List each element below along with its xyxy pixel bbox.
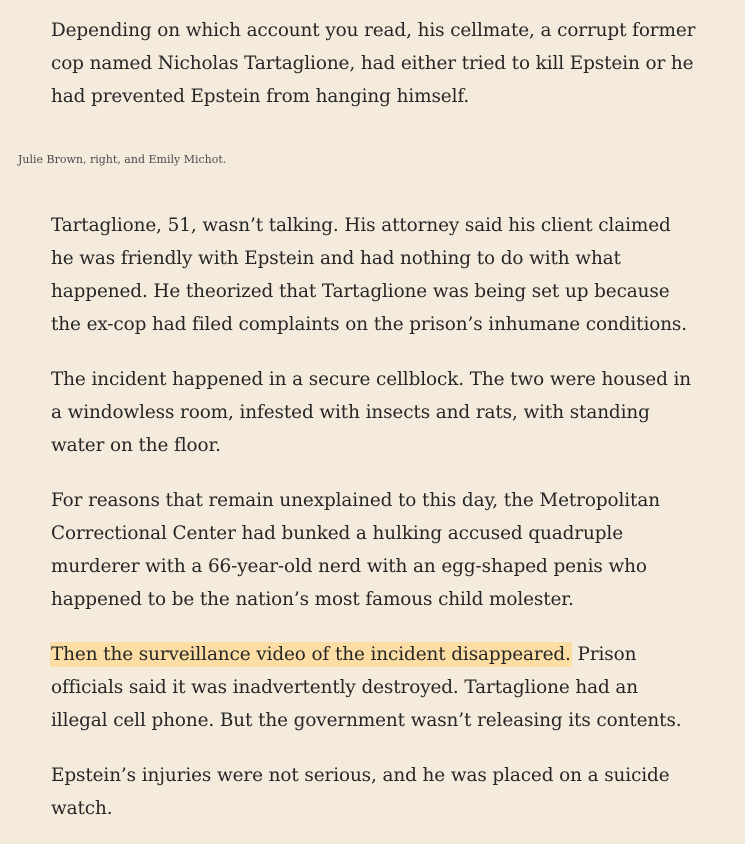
highlighted-sentence[interactable]: Then the surveillance video of the incident disappeared. [51,644,571,665]
paragraph-surveillance-rest: Prison officials said it was inadvertently destroyed. Tartaglione had an illegal cell phone. But the government wasn’t releasing its contents. [51,644,682,731]
paragraph-surveillance [51,638,696,737]
paragraph-tartaglione: Tartaglione, 51, wasn’t talking. His attorney said his client claimed he was friendly with Epstein and had nothing to do with what happened. He theorized that Tartaglione was being set up because the ex-cop had filed complaints on the prison’s inhumane conditions. [51,215,688,335]
paragraph-reasons: For reasons that remain unexplained to this day, the Metropolitan Correctional Center had bunked a hulking accused quadruple murderer with a 66-year-old nerd with an egg-shaped penis who happened to be the nation’s most famous child molester. [51,490,660,610]
paragraph-incident: The incident happened in a secure cellblock. The two were housed in a windowless room, infested with insects and rats, with standing water on the floor. [51,369,692,456]
image-caption: Julie Brown, right, and Emily Michot. [18,153,227,166]
paragraph-cellmate: Depending on which account you read, his cellmate, a corrupt former cop named Nicholas Tartaglione, had either tried to kill Epstein or he had prevented Epstein from hanging himself. [51,20,696,107]
paragraph-injuries: Epstein’s injuries were not serious, and he was placed on a suicide watch. [51,765,670,819]
